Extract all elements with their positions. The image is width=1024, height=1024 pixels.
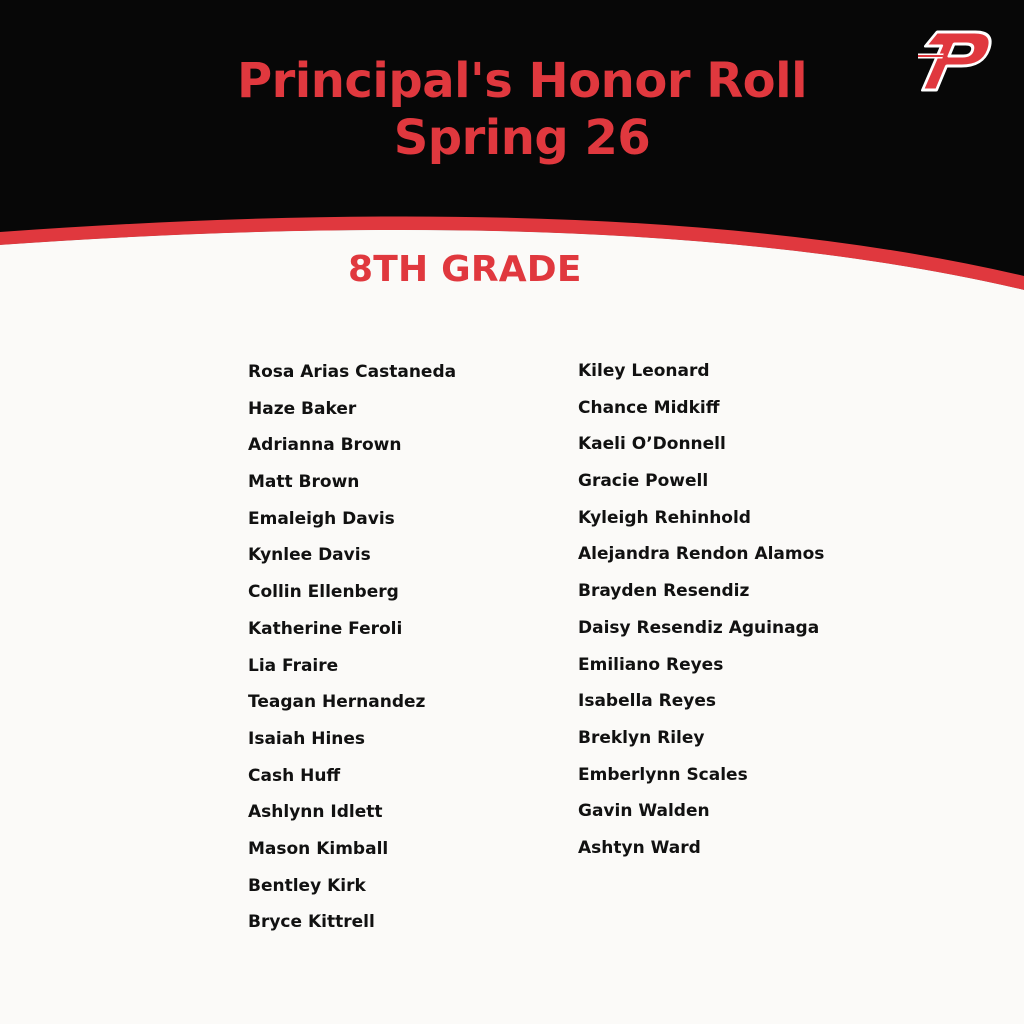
honor-roll-list-right bbox=[578, 358, 824, 872]
student-name: Kaeli O’Donnell bbox=[578, 434, 726, 455]
student-name: Chance Midkiff bbox=[578, 397, 720, 418]
student-name: Breklyn Riley bbox=[578, 727, 705, 748]
student-name: Ashlynn Idlett bbox=[248, 802, 383, 823]
student-name: Isabella Reyes bbox=[578, 691, 717, 712]
student-name: Kynlee Davis bbox=[248, 545, 371, 566]
student-name: Gracie Powell bbox=[578, 471, 709, 492]
student-name: Mason Kimball bbox=[248, 838, 389, 859]
student-name: Teagan Hernandez bbox=[248, 692, 426, 713]
student-name: Ashtyn Ward bbox=[578, 837, 701, 858]
school-logo bbox=[918, 20, 998, 96]
student-name: Rosa Arias Castaneda bbox=[248, 362, 457, 382]
student-name: Brayden Resendiz bbox=[578, 581, 750, 602]
student-name: Lia Fraire bbox=[248, 655, 339, 676]
student-name: Emaleigh Davis bbox=[248, 508, 395, 529]
student-name: Alejandra Rendon Alamos bbox=[578, 544, 825, 565]
student-name: Collin Ellenberg bbox=[248, 582, 399, 603]
student-name: Emiliano Reyes bbox=[578, 654, 724, 675]
page-title: Principal's Honor Roll bbox=[236, 53, 808, 109]
student-name: Bentley Kirk bbox=[248, 875, 366, 896]
honor-roll-list-left bbox=[248, 359, 456, 946]
student-name: Daisy Resendiz Aguinaga bbox=[578, 617, 820, 638]
student-name: Bryce Kittrell bbox=[248, 912, 375, 933]
student-name: Adrianna Brown bbox=[248, 435, 402, 456]
page-subtitle: Spring 26 bbox=[393, 110, 651, 166]
student-name: Katherine Feroli bbox=[248, 618, 403, 639]
student-name: Cash Huff bbox=[248, 765, 341, 786]
student-name: Kiley Leonard bbox=[578, 361, 710, 381]
section-heading: 8TH GRADE bbox=[348, 249, 582, 290]
student-name: Emberlynn Scales bbox=[578, 764, 748, 785]
student-name: Isaiah Hines bbox=[248, 728, 366, 749]
student-name: Matt Brown bbox=[248, 472, 360, 493]
student-name: Gavin Walden bbox=[578, 801, 710, 822]
student-name: Haze Baker bbox=[248, 398, 357, 419]
student-name: Kyleigh Rehinhold bbox=[578, 507, 751, 528]
